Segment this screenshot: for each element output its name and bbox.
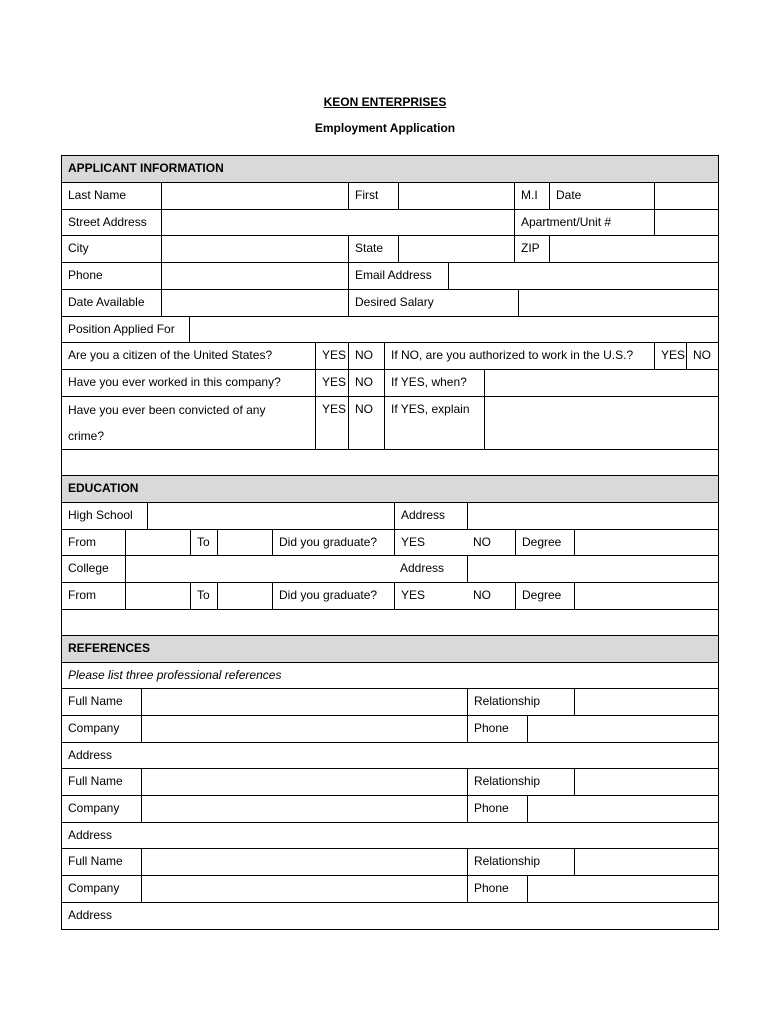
- college-from-label: From: [68, 588, 96, 602]
- street-address-field[interactable]: [161, 210, 514, 235]
- references-instruction: Please list three professional references: [68, 668, 282, 682]
- section-header-references: [62, 636, 718, 663]
- last-name-field[interactable]: [161, 183, 348, 209]
- middle-initial-label: M.I: [514, 183, 549, 209]
- zip-label: ZIP: [514, 236, 549, 262]
- form-row-availability: [62, 290, 718, 317]
- reference-3-company-field[interactable]: [141, 876, 467, 902]
- reference-3-address-label[interactable]: Address: [68, 908, 113, 922]
- high-school-field[interactable]: [147, 503, 394, 529]
- high-school-label: High School: [68, 508, 133, 522]
- form-row-position: [62, 317, 718, 343]
- date-field[interactable]: [654, 183, 718, 209]
- hs-graduate-question: Did you graduate?: [272, 530, 394, 555]
- hs-from-label: From: [68, 535, 96, 549]
- reference-2-relationship-field[interactable]: [574, 769, 718, 795]
- application-form: [61, 155, 719, 930]
- form-row-city: [62, 236, 718, 263]
- apartment-label: Apartment/Unit #: [514, 210, 654, 235]
- authorized-yes-option[interactable]: YES: [654, 343, 686, 369]
- college-degree-label: Degree: [515, 583, 574, 609]
- convicted-question: [62, 397, 315, 449]
- reference-2-phone-label: Phone: [467, 796, 527, 822]
- college-graduate-question: Did you graduate?: [272, 583, 394, 609]
- college-label: College: [68, 561, 109, 575]
- form-row-high-school-dates: [62, 530, 718, 556]
- reference-3-relationship-label: Relationship: [467, 849, 574, 875]
- street-address-label: Street Address: [68, 215, 147, 229]
- convicted-no-option[interactable]: NO: [348, 397, 384, 449]
- reference-1-relationship-label: Relationship: [467, 689, 574, 715]
- reference-2-name-row: [62, 769, 718, 796]
- hs-degree-field[interactable]: [574, 530, 718, 555]
- reference-1-name-field[interactable]: [141, 689, 467, 715]
- section-header-applicant: [62, 156, 718, 183]
- reference-3-name-row: [62, 849, 718, 876]
- spacer-row: [62, 610, 718, 636]
- state-label: State: [348, 236, 398, 262]
- reference-3-company-label: Company: [68, 881, 120, 895]
- reference-1-relationship-field[interactable]: [574, 689, 718, 715]
- reference-2-address-label[interactable]: Address: [68, 828, 113, 842]
- worked-when-label: If YES, when?: [384, 370, 484, 396]
- college-from-field[interactable]: [125, 583, 190, 609]
- hs-to-label: To: [190, 530, 217, 555]
- citizen-question: Are you a citizen of the United States?: [68, 348, 273, 362]
- form-row-name: [62, 183, 718, 210]
- worked-when-field[interactable]: [484, 370, 718, 396]
- reference-2-company-field[interactable]: [141, 796, 467, 822]
- phone-field[interactable]: [161, 263, 348, 289]
- citizen-yes-option[interactable]: YES: [315, 343, 348, 369]
- section-header-education: [62, 476, 718, 503]
- convicted-explain-label: If YES, explain: [384, 397, 484, 449]
- apartment-field[interactable]: [654, 210, 718, 235]
- date-label: Date: [549, 183, 654, 209]
- email-label: Email Address: [348, 263, 448, 289]
- reference-1-company-label: Company: [68, 721, 120, 735]
- date-available-label: Date Available: [68, 295, 145, 309]
- first-name-label: First: [348, 183, 398, 209]
- desired-salary-field[interactable]: [518, 290, 718, 316]
- document-title: Employment Application: [314, 121, 456, 135]
- hs-graduate-yes-option[interactable]: YES: [394, 530, 467, 555]
- reference-1-address-label[interactable]: Address: [68, 748, 113, 762]
- reference-3-address-row: [62, 903, 718, 929]
- worked-no-option[interactable]: NO: [348, 370, 384, 396]
- desired-salary-label: Desired Salary: [348, 290, 518, 316]
- section-title-references: REFERENCES: [68, 641, 151, 655]
- authorized-no-option[interactable]: NO: [686, 343, 718, 369]
- city-field[interactable]: [161, 236, 348, 262]
- reference-1-phone-label: Phone: [467, 716, 527, 742]
- college-to-label: To: [190, 583, 217, 609]
- reference-3-company-row: [62, 876, 718, 903]
- form-row-high-school: [62, 503, 718, 530]
- reference-2-address-row: [62, 823, 718, 849]
- section-title-applicant: APPLICANT INFORMATION: [68, 161, 224, 175]
- reference-1-address-row: [62, 743, 718, 769]
- reference-2-name-label: Full Name: [68, 774, 123, 788]
- college-graduate-yes-option[interactable]: YES: [394, 583, 467, 609]
- reference-1-company-field[interactable]: [141, 716, 467, 742]
- college-address-field[interactable]: [467, 556, 718, 582]
- convicted-explain-field[interactable]: [484, 397, 718, 449]
- reference-3-name-field[interactable]: [141, 849, 467, 875]
- reference-1-company-row: [62, 716, 718, 743]
- hs-degree-label: Degree: [515, 530, 574, 555]
- spacer-row: [62, 450, 718, 476]
- worked-yes-option[interactable]: YES: [315, 370, 348, 396]
- date-available-field[interactable]: [161, 290, 348, 316]
- company-name: KEON ENTERPRISES: [323, 95, 447, 109]
- reference-3-phone-field[interactable]: [527, 876, 718, 902]
- form-row-worked: [62, 370, 718, 397]
- hs-from-field[interactable]: [125, 530, 190, 555]
- position-field[interactable]: [189, 317, 718, 342]
- college-address-label: Address: [400, 561, 445, 575]
- phone-label: Phone: [68, 268, 103, 282]
- authorized-question: If NO, are you authorized to work in the U.S.?: [384, 343, 654, 369]
- form-row-college: [62, 556, 718, 583]
- city-label: City: [68, 241, 89, 255]
- position-label: Position Applied For: [68, 322, 175, 336]
- college-graduate-no-option[interactable]: NO: [473, 588, 491, 602]
- hs-graduate-no-option[interactable]: NO: [473, 535, 491, 549]
- form-row-citizen: [62, 343, 718, 370]
- convicted-question-line2: crime?: [68, 429, 105, 443]
- section-title-education: EDUCATION: [68, 481, 139, 495]
- first-name-field[interactable]: [398, 183, 514, 209]
- reference-3-phone-label: Phone: [467, 876, 527, 902]
- hs-to-field[interactable]: [217, 530, 272, 555]
- form-row-convicted: [62, 397, 718, 450]
- high-school-address-label: Address: [394, 503, 467, 529]
- reference-1-phone-field[interactable]: [527, 716, 718, 742]
- state-field[interactable]: [398, 236, 514, 262]
- citizen-no-option[interactable]: NO: [348, 343, 384, 369]
- form-row-street: [62, 210, 718, 236]
- form-row-college-dates: [62, 583, 718, 610]
- convicted-question-line1: Have you ever been convicted of any: [68, 403, 266, 417]
- college-field[interactable]: [125, 556, 394, 582]
- reference-2-name-field[interactable]: [141, 769, 467, 795]
- reference-2-company-label: Company: [68, 801, 120, 815]
- reference-1-name-label: Full Name: [68, 694, 123, 708]
- last-name-label: Last Name: [68, 188, 127, 202]
- reference-3-name-label: Full Name: [68, 854, 123, 868]
- reference-2-phone-field[interactable]: [527, 796, 718, 822]
- high-school-address-field[interactable]: [467, 503, 718, 529]
- reference-2-company-row: [62, 796, 718, 823]
- form-row-phone: [62, 263, 718, 290]
- college-degree-field[interactable]: [574, 583, 718, 609]
- reference-3-relationship-field[interactable]: [574, 849, 718, 875]
- references-instruction-row: [62, 663, 718, 689]
- email-field[interactable]: [448, 263, 718, 289]
- reference-2-relationship-label: Relationship: [467, 769, 574, 795]
- reference-1-name-row: [62, 689, 718, 716]
- zip-field[interactable]: [549, 236, 718, 262]
- convicted-yes-option[interactable]: YES: [315, 397, 348, 449]
- college-to-field[interactable]: [217, 583, 272, 609]
- worked-question: Have you ever worked in this company?: [68, 375, 281, 389]
